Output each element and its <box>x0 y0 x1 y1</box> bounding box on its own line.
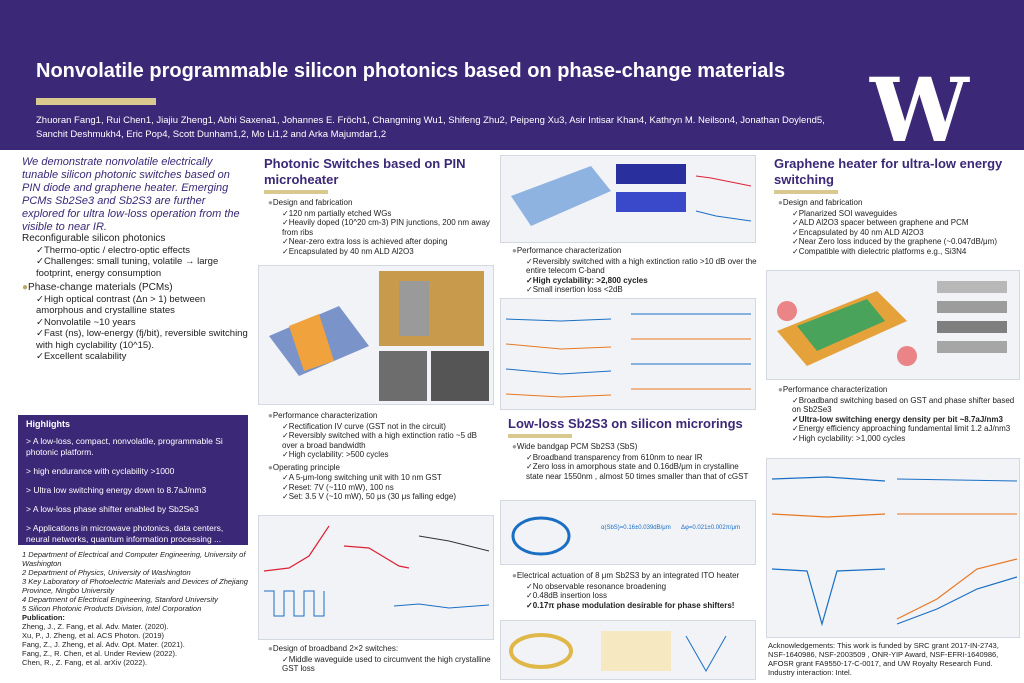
highlights-box <box>18 415 248 545</box>
sub-bullet: ✓ Heavily doped (10^20 cm-3) PIN junctions, 200 nm away from ribs <box>282 218 492 237</box>
affiliation: 3 Key Laboratory of Photoelectric Materials and Devices of Zhejiang Province, Ningbo University <box>22 577 248 595</box>
pin-device-figure <box>258 265 494 405</box>
ito-heater-figure <box>500 620 756 680</box>
bullet: ● Electrical actuation of 8 μm Sb2S3 by an integrated ITO heater <box>512 571 758 582</box>
bullet: ● Performance characterization <box>512 246 758 257</box>
graphene-results-plots <box>767 459 1019 637</box>
sub-bullet: ✓ Reversibly switched with a high extinction ratio ~5 dB over a broad bandwidth <box>282 431 492 450</box>
intro-text: We demonstrate nonvolatile electrically tunable silicon photonic switches based on PIN diode and graphene heater. Emerging PCMs Sb2Se3 and Sb2S3 are further explored for ultra low-loss operation from the visible to near IR. <box>22 156 240 233</box>
uw-logo: W <box>870 58 969 162</box>
highlight-item: > Ultra low switching energy down to 8.7aJ/nm3 <box>26 485 207 495</box>
microring-plots <box>501 501 755 564</box>
sub-bullet: ✓ 0.17π phase modulation desirable for phase shifters! <box>526 601 758 611</box>
ito-heater-schematic <box>501 621 755 679</box>
pcm-item: ✓ Fast (ns), low-energy (fj/bit), reversible switching with high cyclability (10^15). <box>36 328 252 351</box>
gst-perf-block <box>496 243 758 295</box>
reconfig-item: ✓ Thermo-optic / electro-optic effects <box>36 245 252 257</box>
intro-column <box>0 150 252 363</box>
gst-switch-schematic <box>501 156 755 242</box>
author-list: Zhuoran Fang1, Rui Chen1, Jiajiu Zheng1, Abhi Saxena1, Johannes E. Fröch1, Changming Wu1, Shifeng Zhu2, Peipeng Xu3, Asir Intisar Khan4, Kathryn M. Neilson4, Jonathan Doylend5, Sanchit Deshmukh4, Eric Pop4, Scott Dunham1,2, Mo Li1,2 and Arka Majumdar1,2 <box>36 115 825 140</box>
graphene-device-figure <box>766 270 1020 380</box>
pcm-item: ✓ Excellent scalability <box>36 351 252 363</box>
pcm-item: ✓ High optical contrast (Δn > 1) between amorphous and crystalline states <box>36 294 252 317</box>
publication: Fang, Z., J. Zheng, et al. Adv. Opt. Mater. (2021). <box>22 640 185 649</box>
bullet: ● Operating principle <box>268 463 492 474</box>
pcm-item: ✓ Nonvolatile ~10 years <box>36 317 252 329</box>
pin-perf-block <box>252 408 492 502</box>
sub-bullet: ✓ No observable resonance broadening <box>526 582 758 592</box>
gst-cycling-figure <box>500 298 756 410</box>
section-accent-bar <box>508 434 572 438</box>
highlight-item: > A low-loss, compact, nonvolatile, programmable Si photonic platform. <box>26 436 223 457</box>
bullet: ● Performance characterization <box>268 411 492 422</box>
affiliations <box>22 550 250 667</box>
graphene-perf-block <box>762 382 1024 443</box>
publication: Zheng, J., Z. Fang, et al. Adv. Mater. (2020). <box>22 622 169 631</box>
reconfig-heading: Reconfigurable silicon photonics <box>22 233 166 244</box>
microring-figure <box>500 500 756 565</box>
publication: Xu, P., J. Zheng, et al. ACS Photon. (2019) <box>22 631 165 640</box>
sub-bullet: ✓ Small insertion loss <2dB <box>526 285 758 295</box>
sbs-section <box>496 410 758 481</box>
sub-bullet: ✓ A 5-μm-long switching unit with 10 nm GST <box>282 473 492 483</box>
gst-switch-figure <box>500 155 756 243</box>
publication: Fang, Z., R. Chen, et al. Under Review (2022). <box>22 649 178 658</box>
section-accent-bar <box>264 190 328 194</box>
poster-title: Nonvolatile programmable silicon photonics based on phase-change materials <box>36 60 786 82</box>
section-accent-bar <box>774 190 838 194</box>
publications-title: Publication: <box>22 613 65 622</box>
sub-bullet: ✓ Zero loss in amorphous state and 0.16dB/μm in crystalline state near 1550nm , almost 50 times smaller than that of cGST <box>526 462 758 481</box>
sub-bullet: ✓ High cyclability: >500 cycles <box>282 450 492 460</box>
bullet: ● Design and fabrication <box>268 198 492 209</box>
section-title: Photonic Switches based on PIN microheater <box>264 156 466 187</box>
bullet: ● Performance characterization <box>778 385 1024 396</box>
pin-results-plots <box>259 516 493 639</box>
bullet: ● Wide bandgap PCM Sb2S3 (SbS) <box>512 442 758 453</box>
sub-bullet: ✓ 120 nm partially etched WGs <box>282 209 492 219</box>
affiliation: 1 Department of Electrical and Computer Engineering, University of Washington <box>22 550 246 568</box>
sub-bullet: ✓ 0.48dB insertion loss <box>526 591 758 601</box>
sub-bullet: ✓ Compatible with dielectric platforms e.g., Si3N4 <box>792 247 1024 257</box>
gst-cycling-plots <box>501 299 755 409</box>
sbs-phase-label: Δφ=0.021±0.002π/μm <box>681 525 740 531</box>
title-accent-bar <box>36 98 156 105</box>
sub-bullet: ✓ Set: 3.5 V (~10 mW), 50 μs (30 μs falling edge) <box>282 492 492 502</box>
sub-bullet: ✓ High cyclability: >2,800 cycles <box>526 276 758 286</box>
ito-block <box>496 568 758 610</box>
publications <box>22 613 250 667</box>
sub-bullet: ✓ Planarized SOI waveguides <box>792 209 1024 219</box>
pcm-heading: ● Phase-change materials (PCMs) <box>22 283 252 294</box>
section-title: Graphene heater for ultra-low energy switching <box>774 156 1003 187</box>
sbs-loss-label: α(SbS)=0.16±0.039dB/μm <box>601 525 671 531</box>
sub-bullet: ✓ ALD Al2O3 spacer between graphene and PCM <box>792 218 1024 228</box>
affiliation: 5 Silicon Photonic Products Division, Intel Corporation <box>22 604 202 613</box>
sub-bullet: ✓ Reset: 7V (~110 mW), 100 ns <box>282 483 492 493</box>
bullet: ● Design of broadband 2×2 switches: <box>268 644 492 655</box>
sub-bullet: ✓ Ultra-low switching energy density per bit ~8.7aJ/nm3 <box>792 415 1024 425</box>
section-title: Low-loss Sb2S3 on silicon microrings <box>508 416 743 431</box>
sub-bullet: ✓ Encapsulated by 40 nm ALD Al2O3 <box>792 228 1024 238</box>
pin-results-figure <box>258 515 494 640</box>
highlight-item: > A low-loss phase shifter enabled by Sb2Se3 <box>26 504 199 514</box>
affiliation: 4 Department of Electrical Engineering, Stanford University <box>22 595 218 604</box>
bullet: ● Design and fabrication <box>778 198 1024 209</box>
sub-bullet: ✓ Energy efficiency approaching fundamental limit 1.2 aJ/nm3 <box>792 424 1024 434</box>
publication: Chen, R., Z. Fang, et al. arXiv (2022). <box>22 658 148 667</box>
pin-device-schematic <box>259 266 493 404</box>
reconfig-item: ✓ Challenges: small tuning, volatile → large footprint, energy consumption <box>36 256 252 279</box>
sub-bullet: ✓ Encapsulated by 40 nm ALD Al2O3 <box>282 247 492 257</box>
sub-bullet: ✓ Reversibly switched with a high extinction ratio >10 dB over the entire telecom C-band <box>526 257 758 276</box>
sub-bullet: ✓ Broadband switching based on GST and phase shifter based on Sb2Se3 <box>792 396 1024 415</box>
graphene-device-schematic <box>767 271 1019 379</box>
sub-bullet: ✓ Near-zero extra loss is achieved after doping <box>282 237 492 247</box>
sub-bullet: ✓ Middle waveguide used to circumvent the high crystalline GST loss <box>282 655 492 674</box>
highlight-item: > high endurance with cyclability >1000 <box>26 466 175 476</box>
sub-bullet: ✓ Rectification IV curve (GST not in the circuit) <box>282 422 492 432</box>
acknowledgements: Acknowledgements: This work is funded by SRC grant 2017-IN-2743, NSF-1640986, NSF-2003509 , ONR-YIP Award, NSF-EFRI-1640986, AFOSR grant FA9550-17-C-0017, and UW Royalty Research Fund. Industry interaction: Intel. <box>768 641 999 677</box>
sub-bullet: ✓ Near Zero loss induced by the graphene (~0.047dB/μm) <box>792 237 1024 247</box>
sub-bullet: ✓ Broadband transparency from 610nm to near IR <box>526 453 758 463</box>
switch-design-block <box>252 641 492 674</box>
pin-heater-column <box>252 150 492 256</box>
highlights-title: Highlights <box>26 419 70 429</box>
affiliation: 2 Department of Physics, University of Washington <box>22 568 191 577</box>
graphene-results-figure <box>766 458 1020 638</box>
graphene-section <box>762 150 1024 256</box>
highlight-item: > Applications in microwave photonics, data centers, neural networks, quantum information processing ... <box>26 523 224 544</box>
sub-bullet: ✓ High cyclability: >1,000 cycles <box>792 434 1024 444</box>
